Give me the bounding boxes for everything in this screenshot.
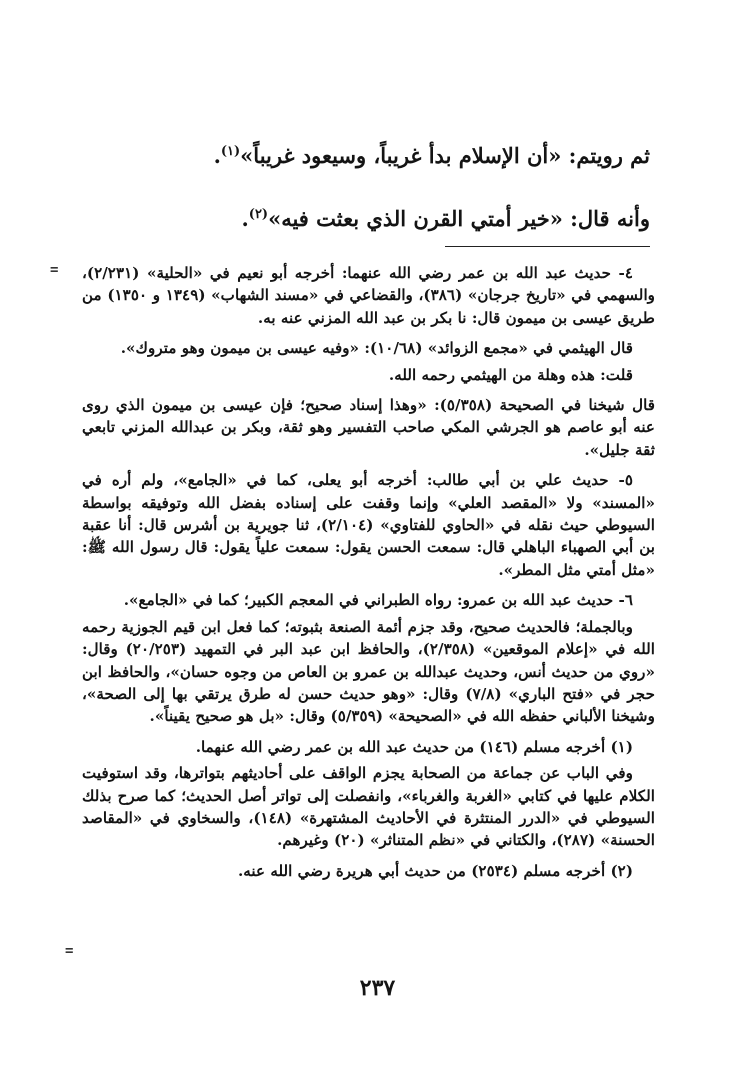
footnote-paragraph: ٤- حديث عبد الله بن عمر رضي الله عنهما: أخرجه أبو نعيم في «الحلية» (٢/٢٣١)، والسهمي في «تاريخ جرجان» (٣٨٦)، والقضاعي في «مسند الشهاب» (١٣٤٩ و ١٣٥٠) من طريق عيسى بن ميمون قال: نا بكر بن عبد الله المزني عنه به. [82, 264, 655, 327]
footnote-paragraph: ٥- حديث علي بن أبي طالب: أخرجه أبو يعلى، كما في «الجامع»، ولم أره في «المسند» ولا «المقصد العلي» وإنما وقفت على إسناده بفضل الله وتوفيقه بواسطة السيوطي حيث نقله في «الحاوي للفتاوي» (٢/١٠٤)، ثنا جويرية بن أشرس قال: أنا عقبة بن أبي الصهباء الباهلي قال: سمعت الحسن يقول: سمعت علياً يقول: قال رسول الله ﷺ: «مثل أمتي مثل المطر». [82, 471, 655, 579]
footnote-ref-1: (١) [220, 144, 241, 159]
page-number: ٢٣٧ [359, 975, 396, 1001]
footnote-paragraph: ٦- حديث عبد الله بن عمرو: رواه الطبراني في المعجم الكبير؛ كما في «الجامع». [123, 591, 633, 610]
footnote-paragraph: قال الهيثمي في «مجمع الزوائد» (١٠/٦٨): «وفيه عيسى بن ميمون وهو متروك». [120, 339, 633, 358]
footnote-paragraph: وفي الباب عن جماعة من الصحابة يجزم الواقف على أحاديثهم بتواترها، وقد استوفيت الكلام عليها في كتابي «الغربة والغرباء»، وانفصلت إلى تواتر أصل الحديث؛ كما صرح بذلك السيوطي في «الدرر المنتثرة في الأحاديث المشتهرة» (١٤٨)، والسخاوي في «المقاصد الحسنة» (٢٨٧)، والكتاني في «نظم المتناثر» (٢٠) وغيرهم. [82, 764, 655, 850]
footnote-1: (١) أخرجه مسلم (١٤٦) من حديث عبد الله بن عمر رضي الله عنهما. [195, 737, 633, 756]
main-text-line-2-end: . [241, 206, 249, 231]
footnote-paragraph: قال شيخنا في الصحيحة (٥/٣٥٨): «وهذا إسناد صحيح؛ فإن عيسى بن ميمون الذي روى عنه أبو عاصم هو الجرشي المكي صاحب التفسير وهو ثقة، وبكر بن عبدالله المزني تابعي ثقة جليل». [82, 396, 655, 459]
footnote-2: (٢) أخرجه مسلم (٢٥٣٤) من حديث أبي هريرة رضي الله عنه. [237, 861, 633, 880]
main-text-line-1-end: . [213, 143, 221, 168]
margin-mark-bottom: = [65, 943, 74, 959]
footnote-separator [445, 246, 650, 247]
footnote-paragraph: وبالجملة؛ فالحديث صحيح، وقد جزم أئمة الصنعة بثبوته؛ كما فعل ابن قيم الجوزية رحمه الله في «إعلام الموقعين» (٢/٣٥٨)، والحافظ ابن عبد البر في التمهيد (٢٠/٢٥٣) وقال: «روي من حديث أنس، وحديث عبدالله بن عمرو بن العاص من وجوه حسان»، والحافظ ابن حجر في «فتح الباري» (٧/٨) وقال: «وهو حديث حسن له طرق يرتقي بها إلى الصحة»، وشيخنا الألباني حفظه الله في «الصحيحة» (٥/٣٥٩) وقال: «بل هو صحيح يقيناً». [82, 617, 655, 726]
footnote-paragraph: قلت: هذه وهلة من الهيثمي رحمه الله. [388, 365, 633, 384]
main-text-line-1 [90, 137, 650, 171]
footnote-ref-2: (٢) [248, 207, 269, 222]
main-text-line-2-text: وأنه قال: «خير أمتي القرن الذي بعثت فيه» [268, 206, 650, 231]
footnotes-block [82, 262, 655, 890]
main-text-line-2 [90, 200, 650, 234]
main-text-line-1-text: ثم رويتم: «أن الإسلام بدأ غريباً، وسيعود غريباً» [240, 143, 650, 168]
margin-mark-top: = [50, 262, 59, 278]
